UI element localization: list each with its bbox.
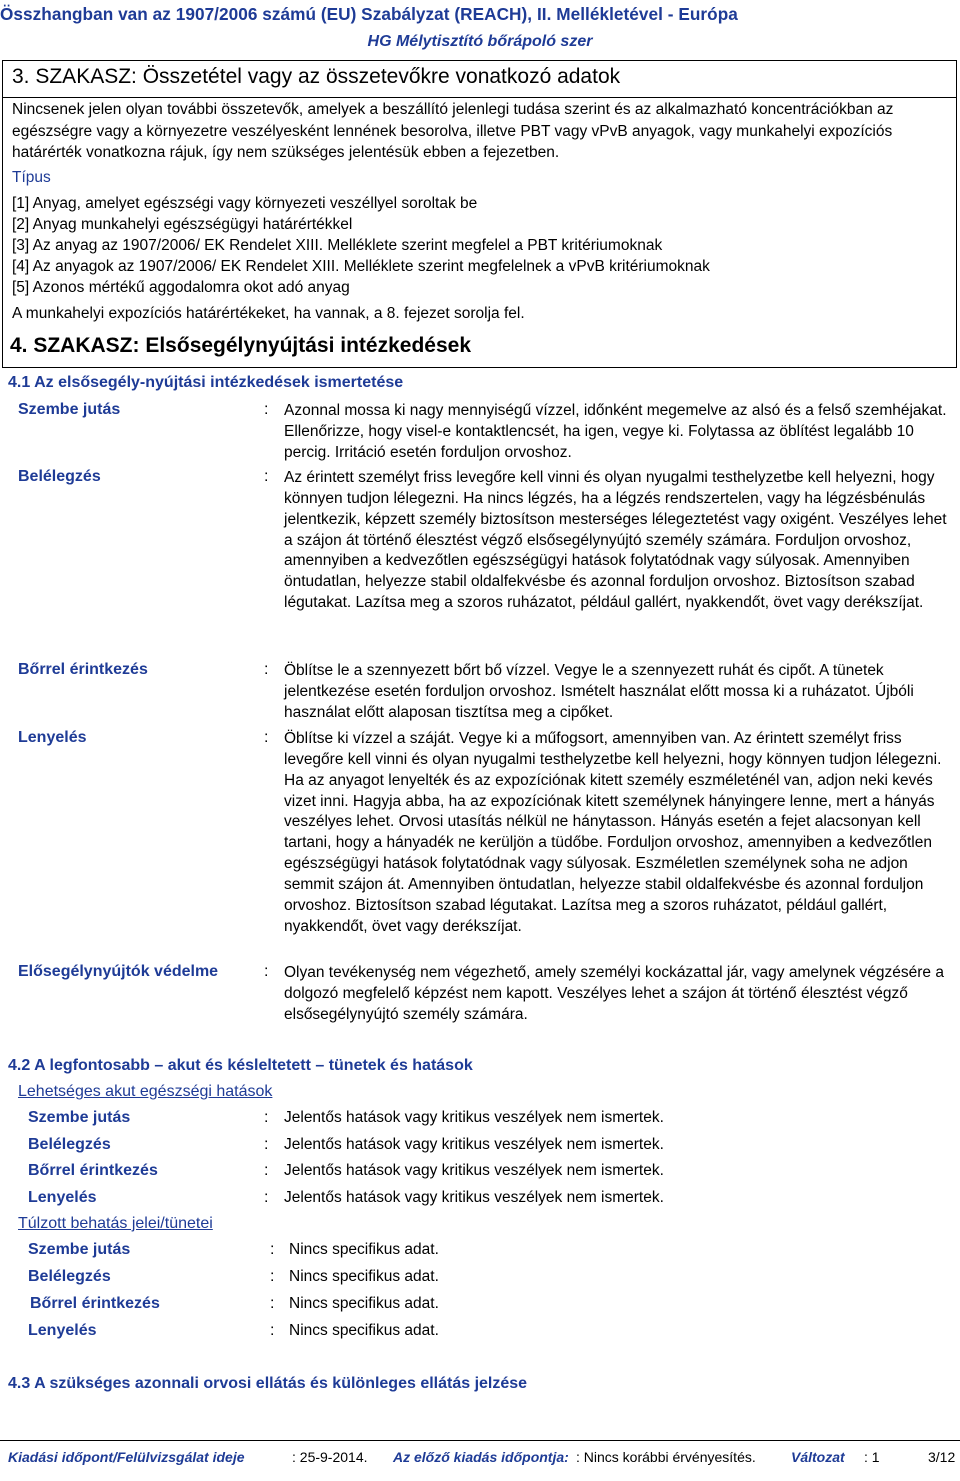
acute-label-skin: Bőrrel érintkezés — [28, 1162, 158, 1179]
row-colon: : — [264, 468, 269, 485]
section3-intro: Nincsenek jelen olyan további összetevők, amelyek a beszállító jelenlegi tudása szerint és az alkalmazható koncentrációkban az egészségre vagy a környezetre veszélyesként lennének besorolva, illetve PBT vagy vPvB anyagok, vagy munkahelyi expozíciós határérték vonatkozna rájuk, így nem szükséges jelentésük ebben a fejezetben. — [12, 101, 894, 161]
over-text-ingestion: Nincs specifikus adat. — [289, 1322, 439, 1339]
row-colon: : — [264, 963, 269, 980]
acute-text-skin: Jelentős hatások vagy kritikus veszélyek nem ismertek. — [284, 1162, 664, 1179]
acute-text-ingestion: Jelentős hatások vagy kritikus veszélyek nem ismertek. — [284, 1189, 664, 1206]
section4-title: 4. SZAKASZ: Elsősegélynyújtási intézkedések — [2, 329, 957, 368]
footer-page-number: 3/12 — [928, 1449, 956, 1465]
footer-prev-label: Az előző kiadás időpontja: — [393, 1449, 569, 1465]
row-text-skin: Öblítse le a szennyezett bőrt bő vízzel. Vegye le a szennyezett ruhát és cipőt. A tünetek jelentkezése esetén forduljon orvoshoz. Ismételt használat előtt mossa ki a ruházatot. Újbóli használat előtt alaposan tisztítsa meg a cipőket. — [284, 662, 914, 721]
type-item: [2] Anyag munkahelyi egészségügyi határértékkel — [12, 216, 353, 233]
row-label-first-aider: Elősegélynyújtók védelme — [18, 963, 219, 980]
over-label-skin: Bőrrel érintkezés — [30, 1295, 160, 1312]
footer-version-label: Változat — [791, 1449, 845, 1465]
row-colon: : — [264, 729, 269, 746]
over-colon: : — [270, 1322, 275, 1339]
type-label: Típus — [12, 169, 51, 186]
overexposure-heading: Túlzott behatás jelei/tünetei — [18, 1215, 213, 1232]
over-colon: : — [270, 1268, 275, 1285]
over-colon: : — [270, 1295, 275, 1312]
acute-colon: : — [264, 1109, 269, 1126]
footer-issue-label: Kiadási időpont/Felülvizsgálat ideje — [8, 1449, 245, 1465]
row-text-first-aider: Olyan tevékenység nem végezhető, amely személyi kockázattal jár, vagy amelynek végzésére a dolgozó megfelelő képzést nem kapott. Veszélyes lehet a szájon át történő élesztést végző elsősegélynyújtó személy számára. — [284, 964, 944, 1023]
over-text-skin: Nincs specifikus adat. — [289, 1295, 439, 1312]
row-colon: : — [264, 661, 269, 678]
acute-effects-heading: Lehetséges akut egészségi hatások — [18, 1083, 273, 1100]
over-text-inhalation: Nincs specifikus adat. — [289, 1268, 439, 1285]
footer-issue-value: : 25-9-2014. — [292, 1449, 368, 1465]
footer-version-value: : 1 — [864, 1449, 880, 1465]
over-label-ingestion: Lenyelés — [28, 1322, 97, 1339]
type-item: [1] Anyag, amelyet egészségi vagy környezeti veszéllyel soroltak be — [12, 195, 478, 212]
row-text-ingestion: Öblítse ki vízzel a száját. Vegye ki a műfogsort, amennyiben van. Az érintett személyt friss levegőre kell vinni és olyan nyugalmi testhelyzetbe kell helyezni, hogy könnyen tudjon lélegezni. Ha az anyagot lenyelték és az expozíciónak kitett személy eszméleténél van, adjon neki kevés vizet inni. Hagyja abba, ha az expozíciónak kitett személynek hányingere lenne, mert a hányás veszélyes lehet. Orvosi utasítás nélkül ne hánytasson. Hányás esetén a fejet alacsonyan kell tartani, hogy a hányadék ne kerüljön a tüdőbe. Forduljon orvoshoz, amennyiben a kedvezőtlen egészségügyi hatások folytatódnak vagy súlyosak. Eszméletlen személynek soha ne adjon semmit szájon át. Amennyiben öntudatlan, helyezze stabil oldalfekvésbe és azonnal forduljon orvoshoz. Biztosítson szabad légutakat. Lazítsa meg a szoros ruházatot, például gallért, nyakkendőt, övet vagy derékszíjat. — [284, 730, 942, 935]
subsection-4-1-title: 4.1 Az elsősegély-nyújtási intézkedések ismertetése — [8, 374, 404, 391]
footer-prev-value: : Nincs korábbi érvényesítés. — [576, 1449, 756, 1465]
acute-colon: : — [264, 1162, 269, 1179]
row-colon: : — [264, 401, 269, 418]
acute-label-inhalation: Belélegzés — [28, 1136, 111, 1153]
acute-text-inhalation: Jelentős hatások vagy kritikus veszélyek nem ismertek. — [284, 1136, 664, 1153]
row-label-eye: Szembe jutás — [18, 401, 121, 418]
acute-label-eye: Szembe jutás — [28, 1109, 131, 1126]
type-item: [3] Az anyag az 1907/2006/ EK Rendelet XIII. Melléklete szerint megfelel a PBT kritériumoknak — [12, 237, 663, 254]
acute-label-ingestion: Lenyelés — [28, 1189, 97, 1206]
row-label-inhalation: Belélegzés — [18, 468, 101, 485]
type-item: [5] Azonos mértékű aggodalomra okot adó anyag — [12, 279, 350, 296]
row-text-inhalation: Az érintett személyt friss levegőre kell vinni és olyan nyugalmi testhelyzetbe kell helyezni, hogy könnyen tudjon lélegezni. Ha nincs légzés, ha a légzés rendszertelen, vagy ha légzésbénulás jelentkezik, képzett személy biztosítson mesterséges lélegeztetést vagy oxigént. Veszélyes lehet a szájon át történő élesztést végző elsősegélynyújtó személy számára. Forduljon orvoshoz, amennyiben a kedvezőtlen egészségügyi hatások folytatódnak vagy súlyosak. Amennyiben öntudatlan, helyezze stabil oldalfekvésbe és azonnal forduljon orvoshoz. Biztosítson szabad légutakat. Lazítsa meg a szoros ruházatot, például gallért, nyakkendőt, övet vagy derékszíjat. — [284, 469, 947, 612]
over-label-eye: Szembe jutás — [28, 1241, 131, 1258]
subsection-4-3-title: 4.3 A szükséges azonnali orvosi ellátás és különleges ellátás jelzése — [8, 1375, 528, 1392]
section3-title: 3. SZAKASZ: Összetétel vagy az összetevőkre vonatkozó adatok — [2, 60, 957, 98]
over-text-eye: Nincs specifikus adat. — [289, 1241, 439, 1258]
section3-body — [2, 97, 957, 368]
page-footer — [0, 1440, 960, 1481]
acute-colon: : — [264, 1189, 269, 1206]
section3-closing: A munkahelyi expozíciós határértékeket, ha vannak, a 8. fejezet sorolja fel. — [12, 305, 525, 322]
regulation-header: Összhangban van az 1907/2006 számú (EU) Szabályzat (REACH), II. Mellékletével - Európa — [0, 4, 738, 24]
row-label-skin: Bőrrel érintkezés — [18, 661, 148, 678]
acute-colon: : — [264, 1136, 269, 1153]
subsection-4-2-title: 4.2 A legfontosabb – akut és késleltetett – tünetek és hatások — [8, 1057, 473, 1074]
type-item: [4] Az anyagok az 1907/2006/ EK Rendelet XIII. Melléklete szerint megfelelnek a vPvB kritériumoknak — [12, 258, 710, 275]
over-label-inhalation: Belélegzés — [28, 1268, 111, 1285]
acute-text-eye: Jelentős hatások vagy kritikus veszélyek nem ismertek. — [284, 1109, 664, 1126]
product-name: HG Mélytisztító bőrápoló szer — [367, 33, 593, 50]
row-label-ingestion: Lenyelés — [18, 729, 87, 746]
over-colon: : — [270, 1241, 275, 1258]
row-text-eye: Azonnal mossa ki nagy mennyiségű vízzel, időnként megemelve az alsó és a felső szemhéjakat. Ellenőrizze, hogy visel-e kontaktlencsét, ha igen, vegye ki. Folytassa az öblítést legalább 10 percig. Irritáció esetén forduljon orvoshoz. — [284, 402, 947, 461]
